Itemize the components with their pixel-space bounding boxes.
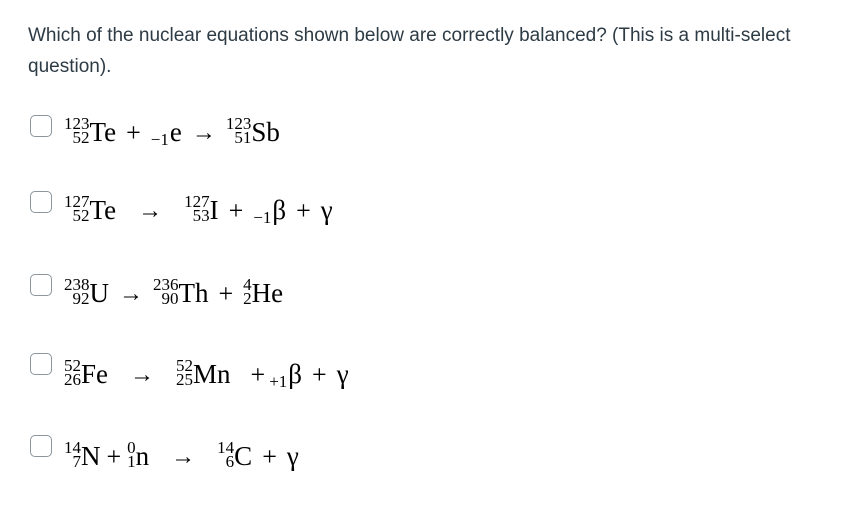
nuclide-c-14: [217, 437, 253, 472]
charge-subscript: −1: [253, 208, 272, 228]
atomic-number: 7: [72, 451, 81, 471]
answer-option-5[interactable]: [30, 433, 730, 483]
answer-option-1[interactable]: [30, 113, 730, 163]
nuclide-sb-123: [225, 113, 280, 148]
beta-plus: [269, 359, 303, 392]
option-2-equation: [64, 191, 333, 228]
option-3-checkbox[interactable]: [30, 274, 52, 296]
mass-number: 52: [64, 355, 81, 375]
question-text: Which of the nuclear equations shown below are correctly balanced? (This is a multi-select question).: [28, 25, 791, 77]
atomic-number: 90: [161, 288, 179, 308]
electron: [150, 117, 182, 150]
nuclide-te-127: [64, 191, 117, 226]
option-4-checkbox[interactable]: [30, 353, 52, 375]
charge-subscript: −1: [150, 130, 169, 150]
charge-subscript: +1: [269, 372, 288, 392]
atomic-number: 53: [192, 205, 210, 225]
option-5-equation: [64, 437, 299, 472]
gamma-symbol: γ: [286, 441, 299, 472]
element-symbol: Th: [178, 278, 209, 309]
mass-number: 123: [225, 113, 252, 133]
nuclide-i-127: [184, 191, 219, 226]
nuclide-te-123: [64, 113, 117, 148]
option-5-checkbox[interactable]: [30, 435, 52, 457]
option-3-equation: [64, 274, 284, 309]
option-4-equation: [64, 355, 349, 392]
answer-option-3[interactable]: [30, 274, 730, 324]
nuclide-he-4: [243, 274, 284, 309]
answer-option-2[interactable]: [30, 191, 730, 241]
plus-sign: +: [262, 441, 277, 471]
element-symbol: Fe: [81, 359, 108, 390]
particle-symbol: β: [288, 359, 303, 390]
nuclide-th-236: [153, 274, 209, 309]
option-1-checkbox[interactable]: [30, 115, 52, 137]
particle-symbol: β: [272, 195, 287, 226]
mass-number: 123: [64, 113, 90, 133]
nuclide-fe-52: [64, 355, 108, 390]
atomic-number: 52: [72, 205, 90, 225]
answer-option-4[interactable]: [30, 351, 730, 401]
reaction-arrow: →: [138, 197, 163, 224]
element-symbol: Te: [89, 117, 117, 148]
element-symbol: N: [81, 441, 101, 472]
plus-sign: +: [106, 441, 122, 471]
plus-sign: +: [312, 359, 327, 389]
mass-number: 127: [184, 191, 210, 211]
plus-sign: +: [218, 278, 234, 308]
element-symbol: Sb: [251, 117, 280, 148]
mass-number: 238: [64, 274, 90, 294]
atomic-number: 51: [234, 127, 252, 147]
element-symbol: Mn: [193, 359, 231, 390]
mass-number: 4: [243, 274, 252, 294]
reaction-arrow: →: [191, 119, 216, 146]
nuclide-mn-52: [176, 355, 231, 390]
atomic-number: 26: [64, 369, 81, 389]
element-symbol: He: [251, 278, 284, 309]
reaction-arrow: →: [130, 361, 154, 388]
plus-sign: +: [296, 195, 311, 225]
atomic-number: 2: [243, 288, 252, 308]
atomic-number: 25: [176, 369, 193, 389]
particle-symbol: n: [135, 441, 150, 472]
neutron: [127, 437, 150, 472]
element-symbol: U: [89, 278, 109, 309]
atomic-number: 52: [72, 127, 90, 147]
gamma-symbol: γ: [336, 359, 349, 390]
nuclide-u-238: [64, 274, 109, 309]
particle-symbol: e: [169, 117, 182, 148]
mass-number: 14: [64, 437, 81, 457]
mass-number: 0: [127, 437, 136, 457]
element-symbol: C: [234, 441, 253, 472]
element-symbol: Te: [89, 195, 117, 226]
atomic-number: 6: [225, 451, 235, 471]
mass-number: 52: [176, 355, 193, 375]
option-2-checkbox[interactable]: [30, 191, 52, 213]
nuclide-n-14: [64, 437, 101, 472]
option-1-equation: [64, 113, 280, 150]
mass-number: 14: [217, 437, 235, 457]
reaction-arrow: →: [119, 280, 143, 307]
mass-number: 127: [64, 191, 90, 211]
plus-sign: +: [228, 195, 244, 225]
atomic-number: 1: [127, 451, 136, 471]
beta-minus: [253, 195, 287, 228]
atomic-number: 92: [72, 288, 90, 308]
mass-number: 236: [153, 274, 179, 294]
reaction-arrow: →: [171, 443, 196, 470]
plus-sign: +: [126, 117, 141, 147]
element-symbol: I: [209, 195, 219, 226]
gamma-symbol: γ: [320, 195, 333, 226]
plus-sign: +: [250, 359, 266, 389]
